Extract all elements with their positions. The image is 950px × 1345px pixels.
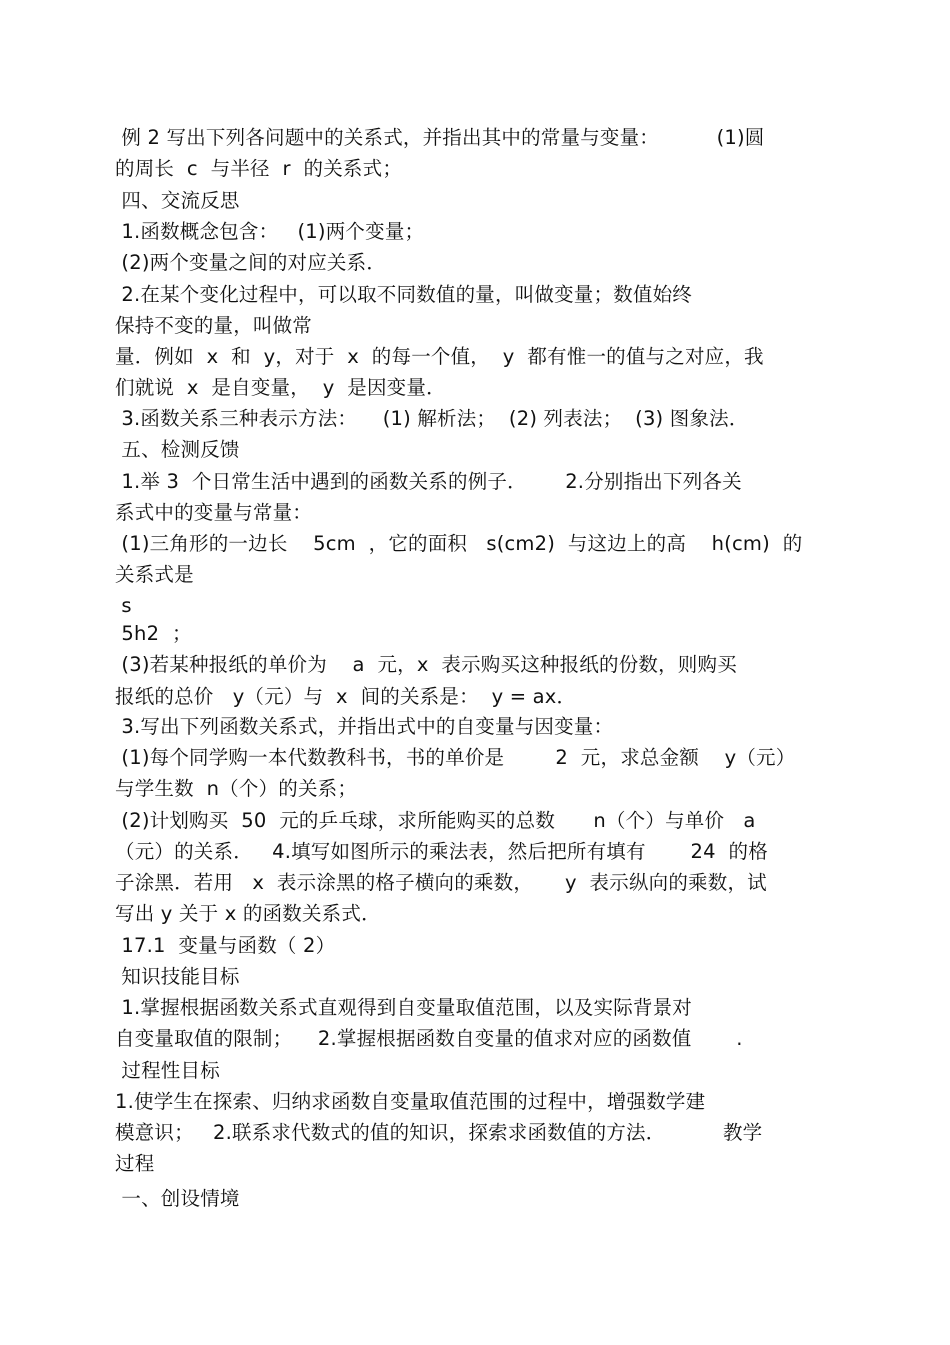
- text-line: 1.函数概念包含： (1)两个变量；: [115, 220, 425, 243]
- text-line: 写出 y 关于 x 的函数关系式．: [115, 902, 381, 925]
- text-line: (3)若某种报纸的单价为 a 元，x 表示购买这种报纸的份数，则购买: [115, 653, 737, 676]
- text-line: 过程: [115, 1152, 155, 1175]
- text-line: (1)三角形的一边长 5cm ，它的面积 s(cm2) 与这边上的高 h(cm) 的: [115, 532, 803, 555]
- text-line: 2.在某个变化过程中，可以取不同数值的量，叫做变量；数值始终: [115, 283, 693, 306]
- section-heading: 五、检测反馈: [115, 438, 240, 461]
- section-heading: 过程性目标: [115, 1059, 220, 1082]
- section-heading: 知识技能目标: [115, 965, 240, 988]
- text-line: 们就说 x 是自变量， y 是因变量．: [115, 376, 446, 399]
- text-line: s: [115, 594, 132, 617]
- text-line: 3.函数关系三种表示方法： (1) 解析法； (2) 列表法； (3) 图象法．: [115, 407, 749, 430]
- text-line: 量．例如 x 和 y，对于 x 的每一个值， y 都有惟一的值与之对应，我: [115, 345, 764, 368]
- text-line: 模意识； 2.联系求代数式的值的知识，探索求函数值的方法． 教学: [115, 1121, 763, 1144]
- section-heading: 一、创设情境: [115, 1187, 240, 1210]
- text-line: 1.使学生在探索、归纳求函数自变量取值范围的过程中，增强数学建: [115, 1090, 706, 1113]
- text-line: 的周长 c 与半径 r 的关系式；: [115, 157, 403, 180]
- text-line: 系式中的变量与常量：: [115, 501, 313, 524]
- text-line: 报纸的总价 y（元）与 x 间的关系是： y = ax．: [115, 685, 577, 708]
- section-heading: 四、交流反思: [115, 189, 240, 212]
- section-heading: 17.1 变量与函数（ 2）: [115, 934, 336, 957]
- text-line: 子涂黑．若用 x 表示涂黑的格子横向的乘数， y 表示纵向的乘数，试: [115, 871, 767, 894]
- text-line: （元）的关系． 4.填写如图所示的乘法表，然后把所有填有 24 的格: [115, 840, 768, 863]
- text-line: (1)每个同学购一本代数教科书，书的单价是 2 元，求总金额 y（元）: [115, 746, 796, 769]
- text-line: (2)计划购买 50 元的乒乓球，求所能购买的总数 n（个）与单价 a: [115, 809, 756, 832]
- text-line: 关系式是: [115, 563, 194, 586]
- text-line: 1.举 3 个日常生活中遇到的函数关系的例子． 2.分别指出下列各关: [115, 470, 742, 493]
- text-line: 3.写出下列函数关系式，并指出式中的自变量与因变量：: [115, 715, 614, 738]
- text-line: 与学生数 n（个）的关系；: [115, 777, 358, 800]
- text-line: 5h2 ；: [115, 622, 192, 645]
- text-line: 例 2 写出下列各问题中的关系式，并指出其中的常量与变量： (1)圆: [115, 126, 765, 149]
- text-line: 自变量取值的限制； 2.掌握根据函数自变量的值求对应的函数值 .: [115, 1027, 743, 1050]
- text-line: (2)两个变量之间的对应关系．: [115, 251, 387, 274]
- text-line: 保持不变的量，叫做常: [115, 314, 313, 337]
- text-line: 1.掌握根据函数关系式直观得到自变量取值范围，以及实际背景对: [115, 996, 693, 1019]
